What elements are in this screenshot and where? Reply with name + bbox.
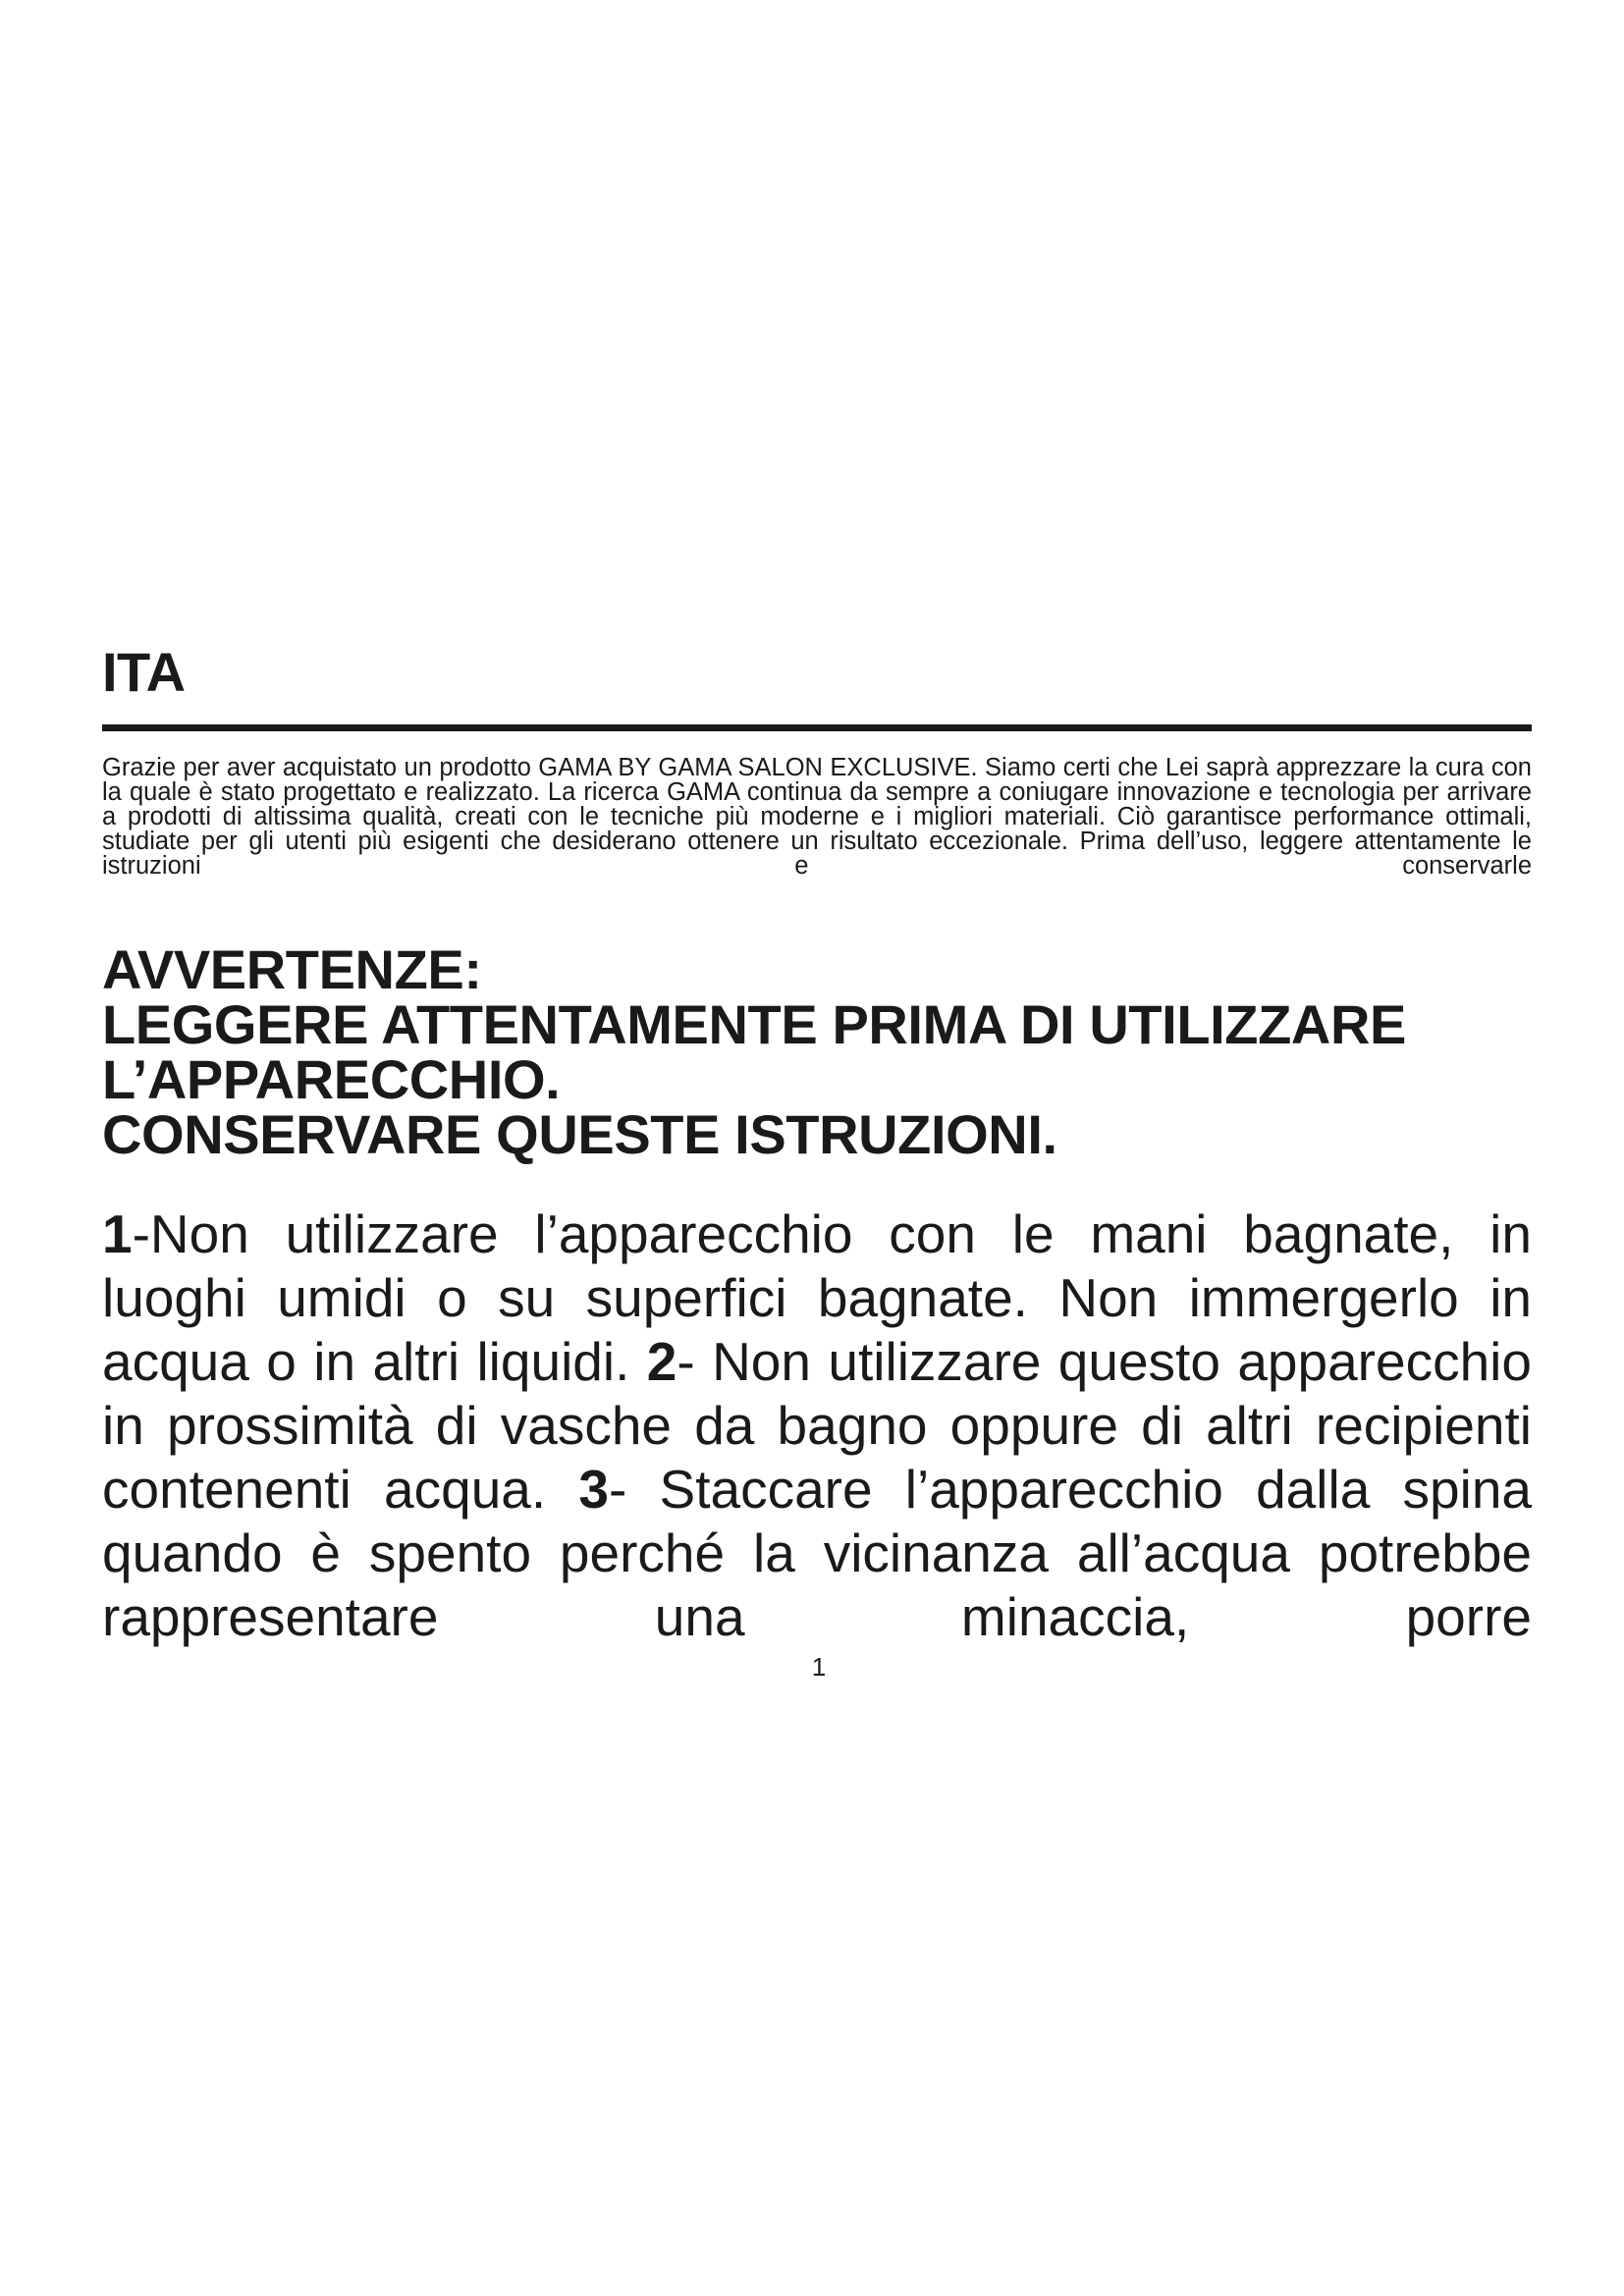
intro-paragraph: Grazie per aver acquistato un prodotto GAMA BY GAMA SALON EXCLUSIVE. Siamo certi che Lei saprà apprezzare la cura con la quale è stato progettato e realizzato. La ricerca GAMA continua da sempre a coniugare innovazione e tecnologia per arrivare a prodotti di altissima qualità, creati con le tecniche più moderne e i migliori materiali. Ciò garantisce performance ottimali, studiate per gli utenti più esigenti che desiderano ottenere un risultato eccezionale. Prima dell’uso, leggere attentamente le istruzioni e conservarle [102,754,1532,880]
warning-line-1: AVVERTENZE: [102,938,482,1000]
warning-line-2: LEGGERE ATTENTAMENTE PRIMA DI UTILIZZARE [102,993,1406,1055]
instruction-number: 3 [578,1459,609,1520]
warning-heading [102,938,1532,1165]
instruction-text: - Staccare l’apparecchio dalla spina quando è spento perché la vicinanza all’acqua potrebbe rappresentare una minaccia, porre [102,1459,1532,1647]
instruction-text: - Non utilizzare questo apparecchio in prossimità di vasche da bagno oppure di altri recipienti contenenti acqua. [102,1331,1532,1520]
instruction-number: 1 [102,1203,133,1264]
heading-divider [102,724,1532,731]
instruction-text: -Non utilizzare l’apparecchio con le mani bagnate, in luoghi umidi o su superfici bagnate. Non immergerlo in acqua o in altri liquidi. [102,1203,1532,1392]
page-number: 1 [811,1652,827,1682]
instruction-number: 2 [646,1331,677,1392]
instructions-paragraph [102,1202,1532,1649]
warning-line-4: CONSERVARE QUESTE ISTRUZIONI. [102,1103,1057,1165]
warning-line-3: L’APPARECCHIO. [102,1048,561,1110]
language-heading: ITA [102,641,186,703]
manual-page [102,0,1532,2296]
